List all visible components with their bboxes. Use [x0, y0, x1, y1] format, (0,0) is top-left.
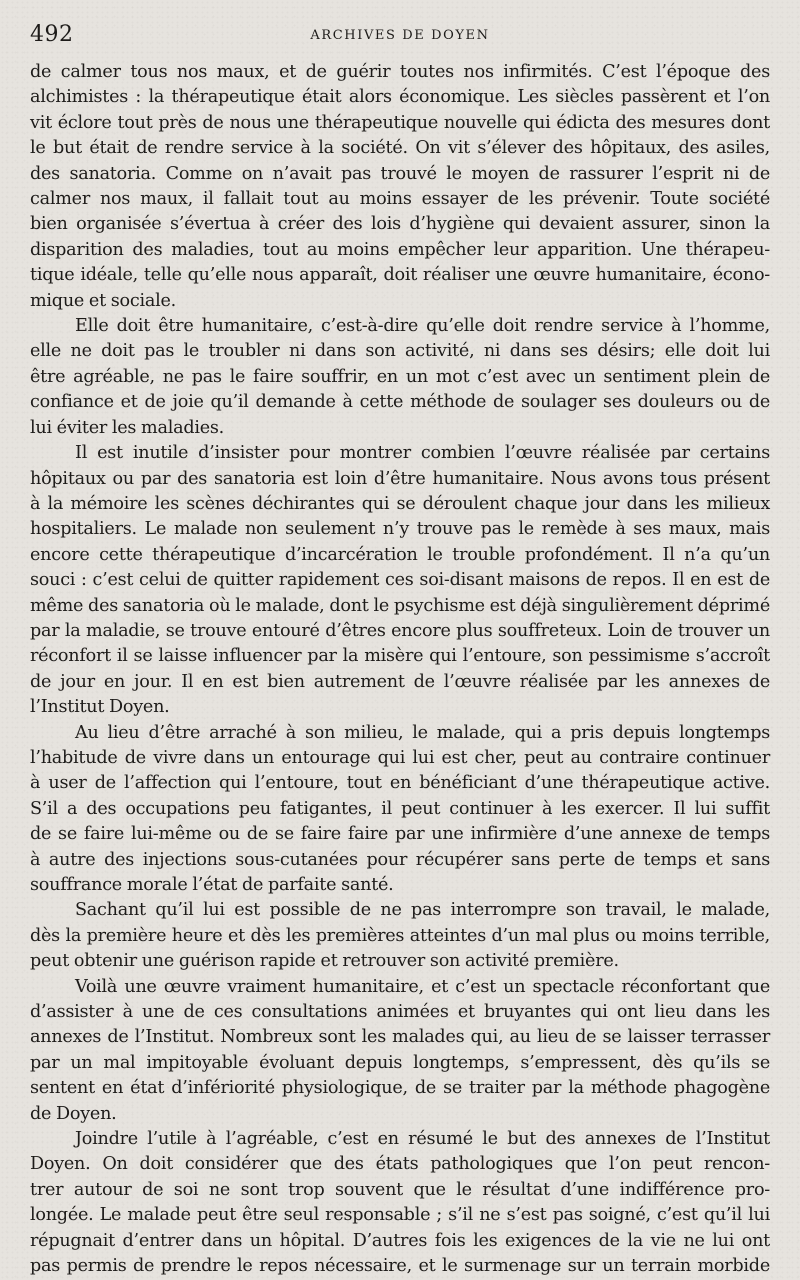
text-line: calmer nos maux, il fallait tout au moins essayer de les prévenir. Toute société	[30, 189, 770, 210]
text-line: vit éclore tout près de nous une thérapeutique nouvelle qui édicta des mesures dont	[30, 112, 770, 133]
text-line: même des sanatoria où le malade, dont le psychisme est déjà singulièrement déprimé	[30, 595, 770, 616]
text-line: Au lieu d’être arraché à son milieu, le malade, qui a pris depuis longtemps	[75, 722, 770, 743]
text-line: hôpitaux ou par des sanatoria est loin d’être humanitaire. Nous avons tous présent	[30, 468, 770, 489]
text-line: répugnait d’entrer dans un hôpital. D’autres fois les exigences de la vie ne lui ont	[30, 1230, 770, 1251]
text-line: par la maladie, se trouve entouré d’êtres encore plus souffreteux. Loin de trouver un	[30, 620, 770, 641]
text-line: l’habitude de vivre dans un entourage qui lui est cher, peut au contraire continuer	[30, 747, 770, 768]
text-line: de Doyen.	[30, 1103, 117, 1124]
body-text	[30, 60, 770, 1280]
text-line: S’il a des occupations peu fatigantes, il peut continuer à les exercer. Il lui suffit	[30, 798, 770, 819]
text-line: Voilà une œuvre vraiment humanitaire, et c’est un spectacle réconfortant que	[75, 976, 770, 997]
text-line: souffrance morale l’état de parfaite santé.	[30, 875, 394, 895]
text-line: sentent en état d’infériorité physiologique, de se traiter par la méthode phagogène	[30, 1078, 770, 1099]
text-line: de jour en jour. Il en est bien autrement de l’œuvre réalisée par les annexes de	[30, 671, 770, 692]
text-line: de se faire lui-même ou de se faire faire par une infirmière d’une annexe de temps	[30, 824, 770, 845]
text-line: peut obtenir une guérison rapide et retrouver son activité première.	[30, 951, 619, 972]
text-line: dès la première heure et dès les premières atteintes d’un mal plus ou moins terrible,	[30, 925, 770, 946]
text-line: l’Institut Doyen.	[30, 697, 170, 718]
text-line: lui éviter les maladies.	[30, 417, 225, 438]
text-line: bien organisée s’évertua à créer des lois d’hygiène qui devaient assurer, sinon la	[30, 214, 770, 235]
text-line: elle ne doit pas le troubler ni dans son activité, ni dans ses désirs; elle doit lui	[30, 341, 770, 362]
text-line: disparition des maladies, tout au moins empêcher leur apparition. Une thérapeu-	[30, 239, 770, 260]
text-line: être agréable, ne pas le faire souffrir, en un mot c’est avec un sentiment plein de	[30, 366, 770, 387]
text-line: à autre des injections sous-cutanées pour récupérer sans perte de temps et sans	[30, 849, 770, 870]
text-line: confiance et de joie qu’il demande à cette méthode de soulager ses douleurs ou de	[30, 392, 770, 413]
page-number: 492	[30, 22, 74, 47]
text-line: à la mémoire les scènes déchirantes qui se déroulent chaque jour dans les milieux	[30, 493, 770, 514]
text-line: mique et sociale.	[30, 290, 176, 311]
page-header	[30, 18, 770, 58]
text-line: longée. Le malade peut être seul responsable ; s’il ne s’est pas soigné, c’est qu’il lui	[30, 1205, 770, 1226]
text-line: annexes de l’Institut. Nombreux sont les malades qui, au lieu de se laisser terrasser	[30, 1027, 770, 1048]
text-line: souci : c’est celui de quitter rapidement ces soi-disant maisons de repos. Il en est de	[30, 570, 770, 591]
text-line: par un mal impitoyable évoluant depuis longtemps, s’empressent, dès qu’ils se	[30, 1052, 770, 1073]
text-line: Elle doit être humanitaire, c’est-à-dire qu’elle doit rendre service à l’homme,	[75, 316, 770, 337]
running-title: ARCHIVES DE DOYEN	[310, 28, 490, 43]
text-line: encore cette thérapeutique d’incarcération le trouble profondément. Il n’a qu’un	[30, 544, 770, 565]
text-line: le but était de rendre service à la société. On vit s’élever des hôpitaux, des asiles,	[30, 138, 770, 159]
text-line: Doyen. On doit considérer que des états pathologiques que l’on peut rencon-	[30, 1154, 770, 1175]
text-line: pas permis de prendre le repos nécessaire, et le surmenage sur un terrain morbide	[30, 1256, 770, 1277]
text-line: Il est inutile d’insister pour montrer combien l’œuvre réalisée par certains	[75, 443, 770, 464]
text-line: trer autour de soi ne sont trop souvent que le résultat d’une indifférence pro-	[30, 1179, 770, 1200]
text-line: de calmer tous nos maux, et de guérir toutes nos infirmités. C’est l’époque des	[30, 62, 770, 82]
text-line: hospitaliers. Le malade non seulement n’y trouve pas le remède à ses maux, mais	[30, 519, 770, 540]
text-line: alchimistes : la thérapeutique était alors économique. Les siècles passèrent et l’on	[30, 87, 770, 108]
text-line: d’assister à une de ces consultations animées et bruyantes qui ont lieu dans les	[30, 1002, 770, 1023]
text-line: Sachant qu’il lui est possible de ne pas interrompre son travail, le malade,	[75, 900, 770, 921]
text-line: tique idéale, telle qu’elle nous apparaît, doit réaliser une œuvre humanitaire, écono-	[30, 265, 770, 286]
text-line: des sanatoria. Comme on n’avait pas trouvé le moyen de rassurer l’esprit ni de	[30, 163, 770, 184]
text-line: Joindre l’utile à l’agréable, c’est en résumé le but des annexes de l’Institut	[75, 1129, 770, 1150]
text-line: à user de l’affection qui l’entoure, tout en bénéficiant d’une thérapeutique active.	[30, 773, 770, 794]
text-line: réconfort il se laisse influencer par la misère qui l’entoure, son pessimisme s’accroît	[30, 646, 770, 667]
